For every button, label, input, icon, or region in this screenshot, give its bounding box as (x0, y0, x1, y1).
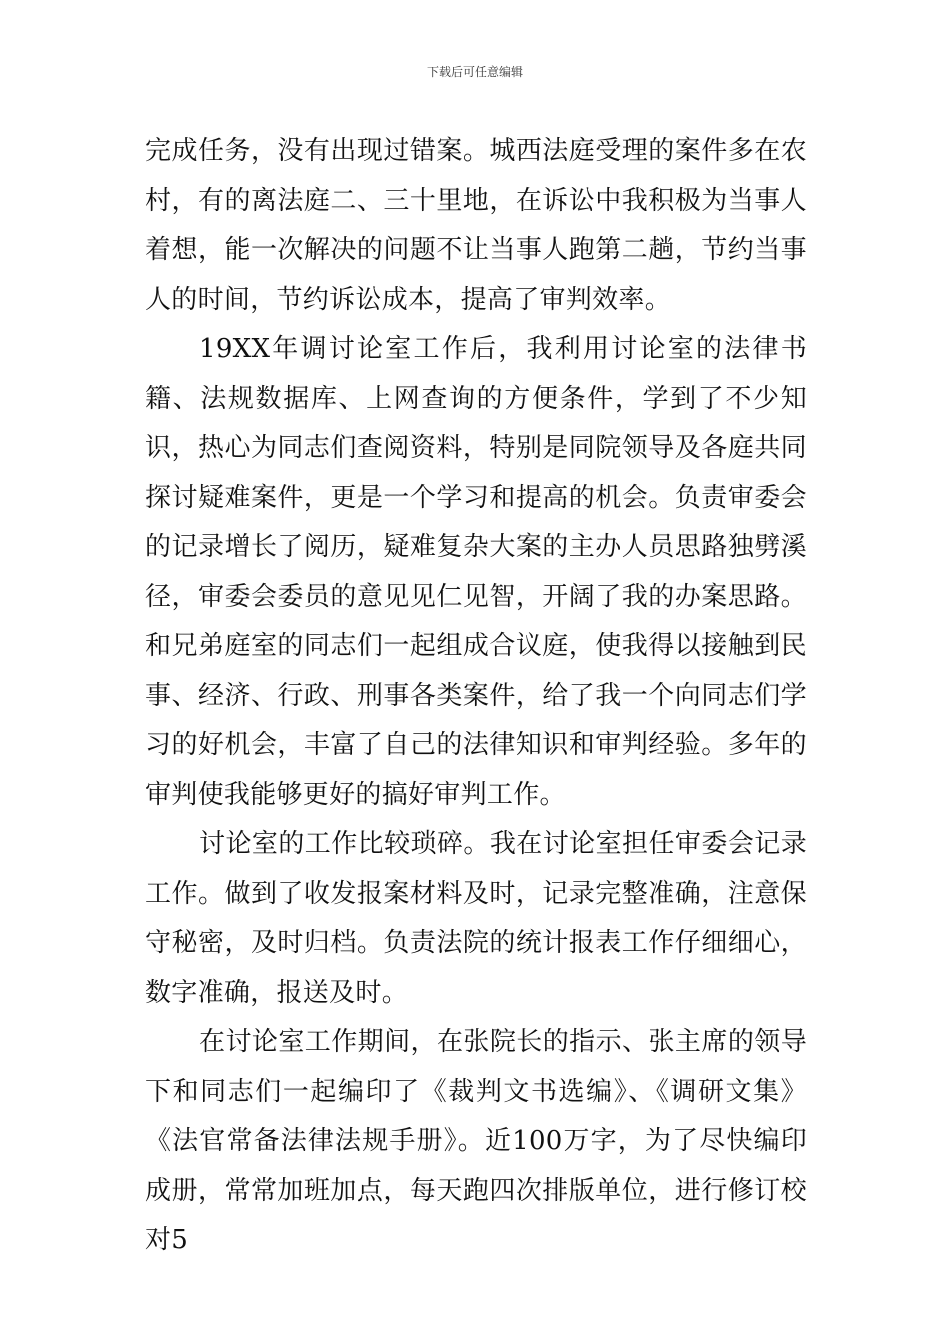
header-note: 下载后可任意编辑 (426, 65, 523, 79)
paragraph-3: 讨论室的工作比较琐碎。我在讨论室担任审委会记录工作。做到了收发报案材料及时，记录完整准确，注意保守秘密，及时归档。负责法院的统计报表工作仔细细心，数字准确，报送及时。 (145, 829, 807, 1008)
paragraph-2: 19XX年调讨论室工作后，我利用讨论室的法律书籍、法规数据库、上网查询的方便条件，学到了不少知识，热心为同志们查阅资料，特别是同院领导及各庭共同探讨疑难案件，更是一个学习和提高的机会。负责审委会的记录增长了阅历，疑难复杂大案的主办人员思路独劈溪径，审委会委员的意见见仁见智，开阔了我的办案思路。和兄弟庭室的同志们一起组成合议庭，使我得以接触到民事、经济、行政、刑事各类案件，给了我一个向同志们学习的好机会，丰富了自己的法律知识和审判经验。多年的审判使我能够更好的搞好审判工作。 (145, 334, 807, 810)
document-body (145, 127, 807, 1266)
paragraph-1: 完成任务，没有出现过错案。城西法庭受理的案件多在农村，有的离法庭二、三十里地，在诉讼中我积极为当事人着想，能一次解决的问题不让当事人跑第二趟，节约当事人的时间，节约诉讼成本，提高了审判效率。 (145, 136, 807, 315)
paragraph-4: 在讨论室工作期间，在张院长的指示、张主席的领导下和同志们一起编印了《裁判文书选编》、《调研文集》《法官常备法律法规手册》。近100万字，为了尽快编印成册，常常加班加点，每天跑四次排版单位，进行修订校对5 (145, 1027, 807, 1255)
